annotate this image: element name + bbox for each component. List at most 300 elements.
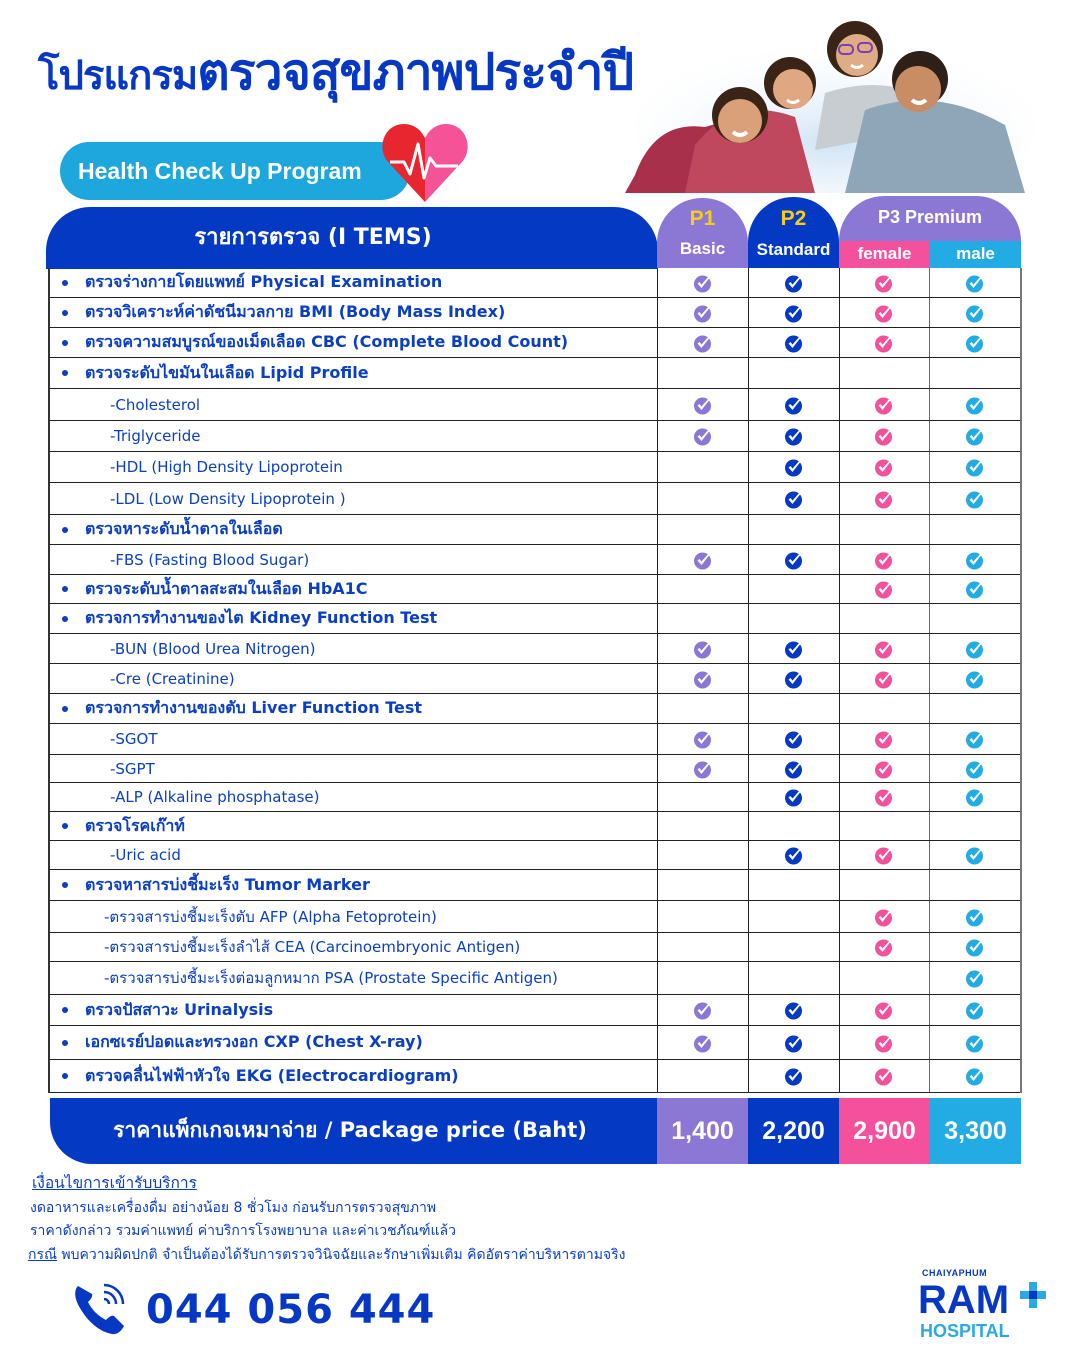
cell-p3-male <box>929 870 1020 900</box>
logo-sub: HOSPITAL <box>920 1321 1010 1341</box>
cell-p2 <box>748 755 839 782</box>
bullet-icon <box>62 706 68 712</box>
row-label-text: -Uric acid <box>110 846 181 864</box>
row-label <box>50 452 657 482</box>
row-label <box>50 358 657 388</box>
cell-p1 <box>657 933 748 961</box>
table-row <box>50 812 1020 841</box>
p3-male-label: male <box>956 244 995 263</box>
p3-name: P3 Premium <box>877 207 983 227</box>
row-label <box>50 389 657 420</box>
page-title <box>38 40 633 104</box>
checkup-table <box>48 268 1022 1093</box>
cell-p1 <box>657 298 748 327</box>
cell-p2 <box>748 1026 839 1059</box>
check-icon <box>965 303 985 323</box>
cell-p2 <box>748 870 839 900</box>
row-label <box>50 575 657 603</box>
cell-p1 <box>657 545 748 574</box>
row-label-text: ตรวจคลื่นไฟฟ้าหัวใจ EKG (Electrocardiogram) <box>85 1065 459 1085</box>
table-row <box>50 483 1020 515</box>
row-label <box>50 545 657 574</box>
row-label <box>50 755 657 782</box>
row-label-text: ตรวจความสมบูรณ์ของเม็ดเลือด CBC (Complete Blood Count) <box>85 332 569 351</box>
cell-p2 <box>748 328 839 357</box>
cell-p2 <box>748 575 839 603</box>
cell-p3-male <box>929 452 1020 482</box>
check-icon <box>693 303 713 323</box>
row-label <box>50 634 657 663</box>
price-p1: 1,400 <box>657 1098 748 1164</box>
check-icon <box>874 1000 894 1020</box>
cell-p3-female <box>839 870 930 900</box>
cell-p2 <box>748 358 839 388</box>
row-label-text: -ตรวจสารบ่งชี้มะเร็งลำไส้ CEA (Carcinoembryonic Antigen) <box>104 938 521 956</box>
table-row <box>50 452 1020 483</box>
row-label <box>50 724 657 754</box>
row-label-text: -HDL (High Density Lipoprotein <box>110 458 343 476</box>
bullet-icon <box>62 280 68 286</box>
check-icon <box>784 489 804 509</box>
cell-p3-female <box>839 515 930 544</box>
cell-p3-male <box>929 268 1020 297</box>
check-icon <box>965 1033 985 1053</box>
cell-p3-male <box>929 962 1020 994</box>
cell-p3-female <box>839 389 930 420</box>
row-label <box>50 604 657 633</box>
table-row <box>50 421 1020 452</box>
table-row <box>50 268 1020 298</box>
check-icon <box>693 426 713 446</box>
table-row <box>50 575 1020 604</box>
cell-p2 <box>748 783 839 811</box>
row-label-text: ตรวจระดับน้ำตาลสะสมในเลือด HbA1C <box>85 578 368 598</box>
row-label <box>50 515 657 544</box>
cell-p1 <box>657 783 748 811</box>
condition-note <box>28 1245 625 1266</box>
row-label-text: ตรวจร่างกายโดยแพทย์ Physical Examination <box>85 272 443 291</box>
cell-p1 <box>657 268 748 297</box>
check-icon <box>965 907 985 927</box>
cell-p3-female <box>839 452 930 482</box>
cell-p2 <box>748 1060 839 1092</box>
check-icon <box>965 729 985 749</box>
cell-p3-male <box>929 358 1020 388</box>
cell-p3-female <box>839 483 930 514</box>
cell-p1 <box>657 483 748 514</box>
cell-p3-female <box>839 545 930 574</box>
cell-p3-female <box>839 604 930 633</box>
cell-p1 <box>657 1060 748 1092</box>
cell-p3-male <box>929 298 1020 327</box>
cell-p3-male <box>929 724 1020 754</box>
logo-city: CHAIYAPHUM <box>922 1268 988 1278</box>
cell-p2 <box>748 901 839 932</box>
check-icon <box>784 273 804 293</box>
check-icon <box>693 759 713 779</box>
check-icon <box>693 639 713 659</box>
cell-p2 <box>748 515 839 544</box>
row-label-text: -ตรวจสารบ่งชี้มะเร็งต่อมลูกหมาก PSA (Prostate Specific Antigen) <box>104 969 558 987</box>
row-label <box>50 783 657 811</box>
row-label-text: ตรวจระดับไขมันในเลือด Lipid Profile <box>85 362 369 382</box>
cell-p2 <box>748 962 839 994</box>
check-icon <box>784 550 804 570</box>
cell-p2 <box>748 298 839 327</box>
check-icon <box>874 1033 894 1053</box>
row-label <box>50 812 657 840</box>
check-icon <box>874 845 894 865</box>
check-icon <box>874 759 894 779</box>
check-icon <box>874 669 894 689</box>
cell-p1 <box>657 870 748 900</box>
cell-p3-male <box>929 664 1020 693</box>
row-label-text: -ตรวจสารบ่งชี้มะเร็งตับ AFP (Alpha Fetoprotein) <box>104 907 437 926</box>
cell-p3-female <box>839 812 930 840</box>
cell-p3-male <box>929 841 1020 869</box>
cell-p2 <box>748 389 839 420</box>
price-label: ราคาแพ็กเกจเหมาจ่าย / Package price (Baht) <box>113 1118 587 1142</box>
check-icon <box>784 759 804 779</box>
title-prefix: โปรแกรม <box>38 53 198 99</box>
check-icon <box>784 1000 804 1020</box>
check-icon <box>965 273 985 293</box>
cell-p1 <box>657 755 748 782</box>
cell-p3-female <box>839 328 930 357</box>
check-icon <box>784 303 804 323</box>
check-icon <box>784 1066 804 1086</box>
check-icon <box>784 729 804 749</box>
row-label-text: เอกซเรย์ปอดและทรวงอก CXP (Chest X-ray) <box>85 1032 423 1051</box>
condition-note-text: พบความผิดปกติ จำเป็นต้องได้รับการตรวจวินิจฉัยและรักษาเพิ่มเติม คิดอัตราค่าบริหารตามจริง <box>56 1247 626 1263</box>
check-icon <box>693 1000 713 1020</box>
check-icon <box>784 395 804 415</box>
check-icon <box>965 550 985 570</box>
table-row <box>50 664 1020 694</box>
check-icon <box>965 457 985 477</box>
bullet-icon <box>62 370 68 376</box>
bullet-icon <box>62 616 68 622</box>
condition-line: ราคาดังกล่าว รวมค่าแพทย์ ค่าบริการโรงพยาบาล และค่าเวชภัณฑ์แล้ว <box>30 1223 456 1239</box>
cell-p3-male <box>929 515 1020 544</box>
cell-p2 <box>748 545 839 574</box>
check-icon <box>965 937 985 957</box>
cell-p1 <box>657 634 748 663</box>
cell-p2 <box>748 421 839 451</box>
table-row <box>50 724 1020 755</box>
cell-p3-female <box>839 298 930 327</box>
cell-p3-female <box>839 724 930 754</box>
table-row <box>50 358 1020 389</box>
row-label-text: -FBS (Fasting Blood Sugar) <box>110 550 310 569</box>
cell-p2 <box>748 664 839 693</box>
check-icon <box>874 333 894 353</box>
cell-p2 <box>748 634 839 663</box>
check-icon <box>965 759 985 779</box>
check-icon <box>965 845 985 865</box>
table-row <box>50 298 1020 328</box>
cell-p1 <box>657 1026 748 1059</box>
cell-p1 <box>657 328 748 357</box>
row-label <box>50 694 657 723</box>
cell-p3-female <box>839 962 930 994</box>
check-icon <box>874 787 894 807</box>
table-row <box>50 389 1020 421</box>
row-label <box>50 962 657 994</box>
check-icon <box>693 273 713 293</box>
row-label-text: -SGOT <box>110 730 158 748</box>
cell-p2 <box>748 995 839 1025</box>
row-label-text: ตรวจวิเคราะห์ค่าดัชนีมวลกาย BMI (Body Mass Index) <box>85 302 506 321</box>
table-row <box>50 545 1020 575</box>
cell-p1 <box>657 452 748 482</box>
cell-p1 <box>657 664 748 693</box>
check-icon <box>874 937 894 957</box>
family-photo <box>615 5 1035 193</box>
check-icon <box>874 303 894 323</box>
check-icon <box>693 669 713 689</box>
cell-p3-male <box>929 783 1020 811</box>
cell-p3-male <box>929 901 1020 932</box>
bullet-icon <box>62 823 68 829</box>
check-icon <box>874 426 894 446</box>
cell-p3-male <box>929 755 1020 782</box>
bullet-icon <box>62 527 68 533</box>
row-label <box>50 421 657 451</box>
cell-p3-female <box>839 841 930 869</box>
cell-p2 <box>748 452 839 482</box>
check-icon <box>965 639 985 659</box>
bullet-icon <box>62 586 68 592</box>
check-icon <box>965 579 985 599</box>
cell-p1 <box>657 841 748 869</box>
heart-pulse-icon <box>380 122 470 204</box>
cell-p3-male <box>929 995 1020 1025</box>
row-label-text: -SGPT <box>110 759 155 778</box>
bullet-icon <box>62 1040 68 1046</box>
row-label-text: -ALP (Alkaline phosphatase) <box>110 788 320 806</box>
cell-p2 <box>748 724 839 754</box>
bullet-icon <box>62 1073 68 1079</box>
row-label <box>50 1060 657 1092</box>
row-label-text: ตรวจโรคเก๊าท์ <box>85 815 185 835</box>
check-icon <box>874 273 894 293</box>
cell-p2 <box>748 812 839 840</box>
cell-p3-female <box>839 1026 930 1059</box>
cell-p3-female <box>839 421 930 451</box>
row-label <box>50 298 657 327</box>
cell-p2 <box>748 604 839 633</box>
check-icon <box>784 845 804 865</box>
bullet-icon <box>62 310 68 316</box>
table-row <box>50 783 1020 812</box>
p2-code: P2 <box>780 207 807 230</box>
check-icon <box>965 669 985 689</box>
cell-p1 <box>657 901 748 932</box>
phone-number[interactable]: 044 056 444 <box>146 1287 436 1333</box>
row-label-text: -Triglyceride <box>110 427 201 445</box>
row-label-text: -LDL (Low Density Lipoprotein ) <box>110 489 346 508</box>
cell-p1 <box>657 358 748 388</box>
cell-p1 <box>657 515 748 544</box>
row-label <box>50 841 657 869</box>
row-label <box>50 870 657 900</box>
logo-name: RAM <box>918 1278 1010 1322</box>
check-icon <box>874 457 894 477</box>
check-icon <box>784 669 804 689</box>
check-icon <box>874 550 894 570</box>
price-p3-female: 2,900 <box>839 1098 930 1164</box>
cell-p3-male <box>929 812 1020 840</box>
table-row <box>50 604 1020 634</box>
check-icon <box>874 395 894 415</box>
row-label <box>50 664 657 693</box>
cell-p3-female <box>839 933 930 961</box>
plus-cross-icon <box>1020 1282 1046 1308</box>
table-row <box>50 901 1020 933</box>
cell-p3-female <box>839 634 930 663</box>
check-icon <box>693 395 713 415</box>
check-icon <box>784 457 804 477</box>
bullet-icon <box>62 1007 68 1013</box>
cell-p2 <box>748 694 839 723</box>
check-icon <box>693 550 713 570</box>
check-icon <box>965 395 985 415</box>
check-icon <box>965 333 985 353</box>
cell-p2 <box>748 268 839 297</box>
condition-note-prefix: กรณี <box>28 1247 57 1263</box>
p2-name: Standard <box>756 240 831 259</box>
row-label-text: -BUN (Blood Urea Nitrogen) <box>110 639 316 658</box>
row-label-text: -Cholesterol <box>110 395 201 414</box>
table-row <box>50 962 1020 995</box>
check-icon <box>874 907 894 927</box>
cell-p1 <box>657 812 748 840</box>
bullet-icon <box>62 340 68 346</box>
table-row <box>50 515 1020 545</box>
cell-p1 <box>657 995 748 1025</box>
p1-name: Basic <box>679 239 726 258</box>
title-main: ตรวจสุขภาพประจำปี <box>197 43 634 101</box>
conditions-title: เงื่อนไขการเข้ารับบริการ <box>32 1174 197 1192</box>
cell-p3-female <box>839 664 930 693</box>
check-icon <box>784 333 804 353</box>
cell-p1 <box>657 724 748 754</box>
cell-p3-female <box>839 575 930 603</box>
check-icon <box>874 1066 894 1086</box>
cell-p1 <box>657 575 748 603</box>
cell-p3-male <box>929 545 1020 574</box>
check-icon <box>693 333 713 353</box>
cell-p3-female <box>839 1060 930 1092</box>
cell-p3-female <box>839 358 930 388</box>
table-row <box>50 694 1020 724</box>
check-icon <box>965 1000 985 1020</box>
check-icon <box>874 579 894 599</box>
price-p2: 2,200 <box>748 1098 839 1164</box>
table-row <box>50 995 1020 1026</box>
cell-p3-male <box>929 328 1020 357</box>
row-label-text: ตรวจการทำงานของตับ Liver Function Test <box>85 698 423 717</box>
check-icon <box>784 787 804 807</box>
check-icon <box>693 729 713 749</box>
table-row <box>50 1026 1020 1060</box>
row-label <box>50 901 657 932</box>
table-row <box>50 1060 1020 1093</box>
cell-p1 <box>657 694 748 723</box>
row-label <box>50 995 657 1025</box>
cell-p3-male <box>929 1026 1020 1059</box>
table-row <box>50 634 1020 664</box>
check-icon <box>965 1066 985 1086</box>
cell-p3-male <box>929 1060 1020 1092</box>
check-icon <box>693 1033 713 1053</box>
cell-p3-male <box>929 483 1020 514</box>
cell-p1 <box>657 962 748 994</box>
table-row <box>50 328 1020 358</box>
row-label-text: ตรวจการทำงานของไต Kidney Function Test <box>85 608 438 627</box>
row-label <box>50 933 657 961</box>
check-icon <box>784 639 804 659</box>
cell-p3-male <box>929 575 1020 603</box>
cell-p3-female <box>839 755 930 782</box>
condition-line: งดอาหารและเครื่องดื่ม อย่างน้อย 8 ชั่วโมง ก่อนรับการตรวจสุขภาพ <box>30 1200 437 1216</box>
subtitle-text: Health Check Up Program <box>78 158 362 184</box>
phone-icon <box>72 1280 130 1336</box>
cell-p3-female <box>839 268 930 297</box>
cell-p2 <box>748 933 839 961</box>
check-icon <box>965 968 985 988</box>
cell-p3-female <box>839 694 930 723</box>
cell-p1 <box>657 389 748 420</box>
cell-p3-male <box>929 421 1020 451</box>
cell-p2 <box>748 483 839 514</box>
cell-p3-male <box>929 634 1020 663</box>
price-p3-male: 3,300 <box>930 1098 1021 1164</box>
check-icon <box>965 426 985 446</box>
cell-p1 <box>657 421 748 451</box>
row-label-text: ตรวจหาสารบ่งชี้มะเร็ง Tumor Marker <box>85 874 370 894</box>
cell-p3-male <box>929 389 1020 420</box>
check-icon <box>874 729 894 749</box>
bullet-icon <box>62 882 68 888</box>
cell-p3-female <box>839 901 930 932</box>
cell-p3-male <box>929 694 1020 723</box>
check-icon <box>784 1033 804 1053</box>
cell-p3-male <box>929 604 1020 633</box>
items-header-label: รายการตรวจ (I TEMS) <box>194 225 432 250</box>
row-label <box>50 328 657 357</box>
row-label-text: ตรวจปัสสาวะ Urinalysis <box>85 999 274 1019</box>
table-row <box>50 755 1020 783</box>
check-icon <box>965 489 985 509</box>
cell-p3-female <box>839 783 930 811</box>
cell-p2 <box>748 841 839 869</box>
table-row <box>50 841 1020 870</box>
check-icon <box>874 639 894 659</box>
check-icon <box>874 489 894 509</box>
cell-p3-male <box>929 933 1020 961</box>
check-icon <box>784 426 804 446</box>
check-icon <box>965 787 985 807</box>
row-label <box>50 483 657 514</box>
table-row <box>50 870 1020 901</box>
p1-code: P1 <box>689 207 716 230</box>
row-label <box>50 1026 657 1059</box>
row-label-text: -Cre (Creatinine) <box>110 669 235 688</box>
cell-p3-female <box>839 995 930 1025</box>
table-row <box>50 933 1020 962</box>
